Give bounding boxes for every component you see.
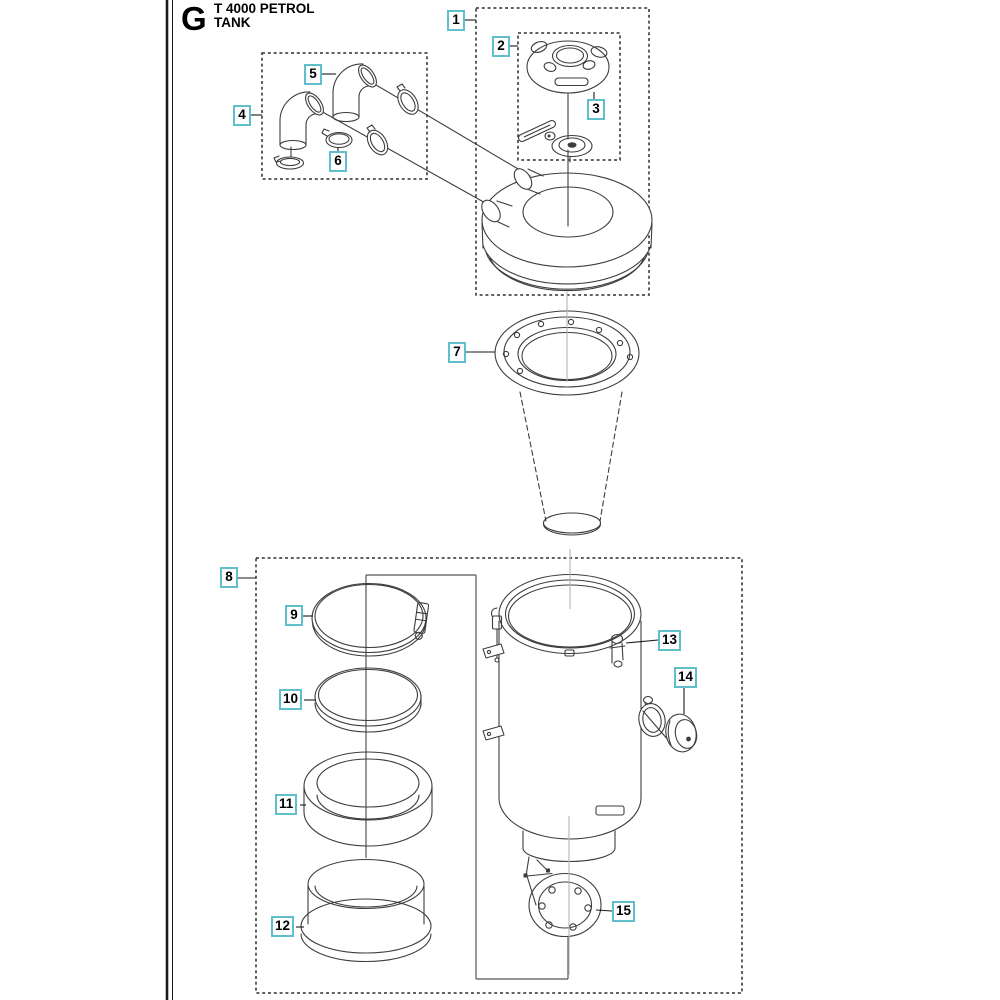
cap-retainer-drawing [517,93,592,162]
part-callout-13[interactable]: 13 [658,630,681,651]
hose-clamp-a-drawing [394,84,423,118]
drain-cap-14-drawing [662,711,699,754]
part-callout-15[interactable]: 15 [612,901,635,922]
collar-12-drawing [301,860,431,962]
band-clamp-9-drawing [312,584,429,657]
part-callout-11[interactable]: 11 [275,794,297,815]
part-callout-7[interactable]: 7 [448,342,466,363]
part-callout-14[interactable]: 14 [674,667,697,688]
part-callout-12[interactable]: 12 [271,916,294,937]
part-callout-9[interactable]: 9 [285,605,303,626]
part-callout-5[interactable]: 5 [304,64,322,85]
part-callout-10[interactable]: 10 [279,689,302,710]
tank-body-drawing [483,575,669,862]
elbow-pipe-5-drawing [333,62,380,121]
part-callout-3[interactable]: 3 [587,99,605,120]
part-callout-2[interactable]: 2 [492,36,510,57]
diagram-title-section: TANK [214,15,251,30]
ring-10-drawing [315,668,421,732]
part-callout-8[interactable]: 8 [220,567,238,588]
flange-15-drawing [524,857,602,937]
gasket-ring-drawing [274,156,304,169]
fuel-cap-drawing [527,40,609,93]
clamp-6-drawing [322,129,352,148]
left-page-border [167,0,173,1000]
part-callout-4[interactable]: 4 [233,105,251,126]
elbow-pipe-4-drawing [280,90,327,157]
part-callout-6[interactable]: 6 [329,151,347,172]
part-callout-1[interactable]: 1 [447,10,465,31]
seal-ring-11-drawing [304,752,432,846]
hose-clamp-b-drawing [363,125,392,158]
tank-lid-drawing [478,166,652,291]
diagram-title-model: T 4000 PETROL [214,1,315,16]
section-letter: G [181,0,206,37]
